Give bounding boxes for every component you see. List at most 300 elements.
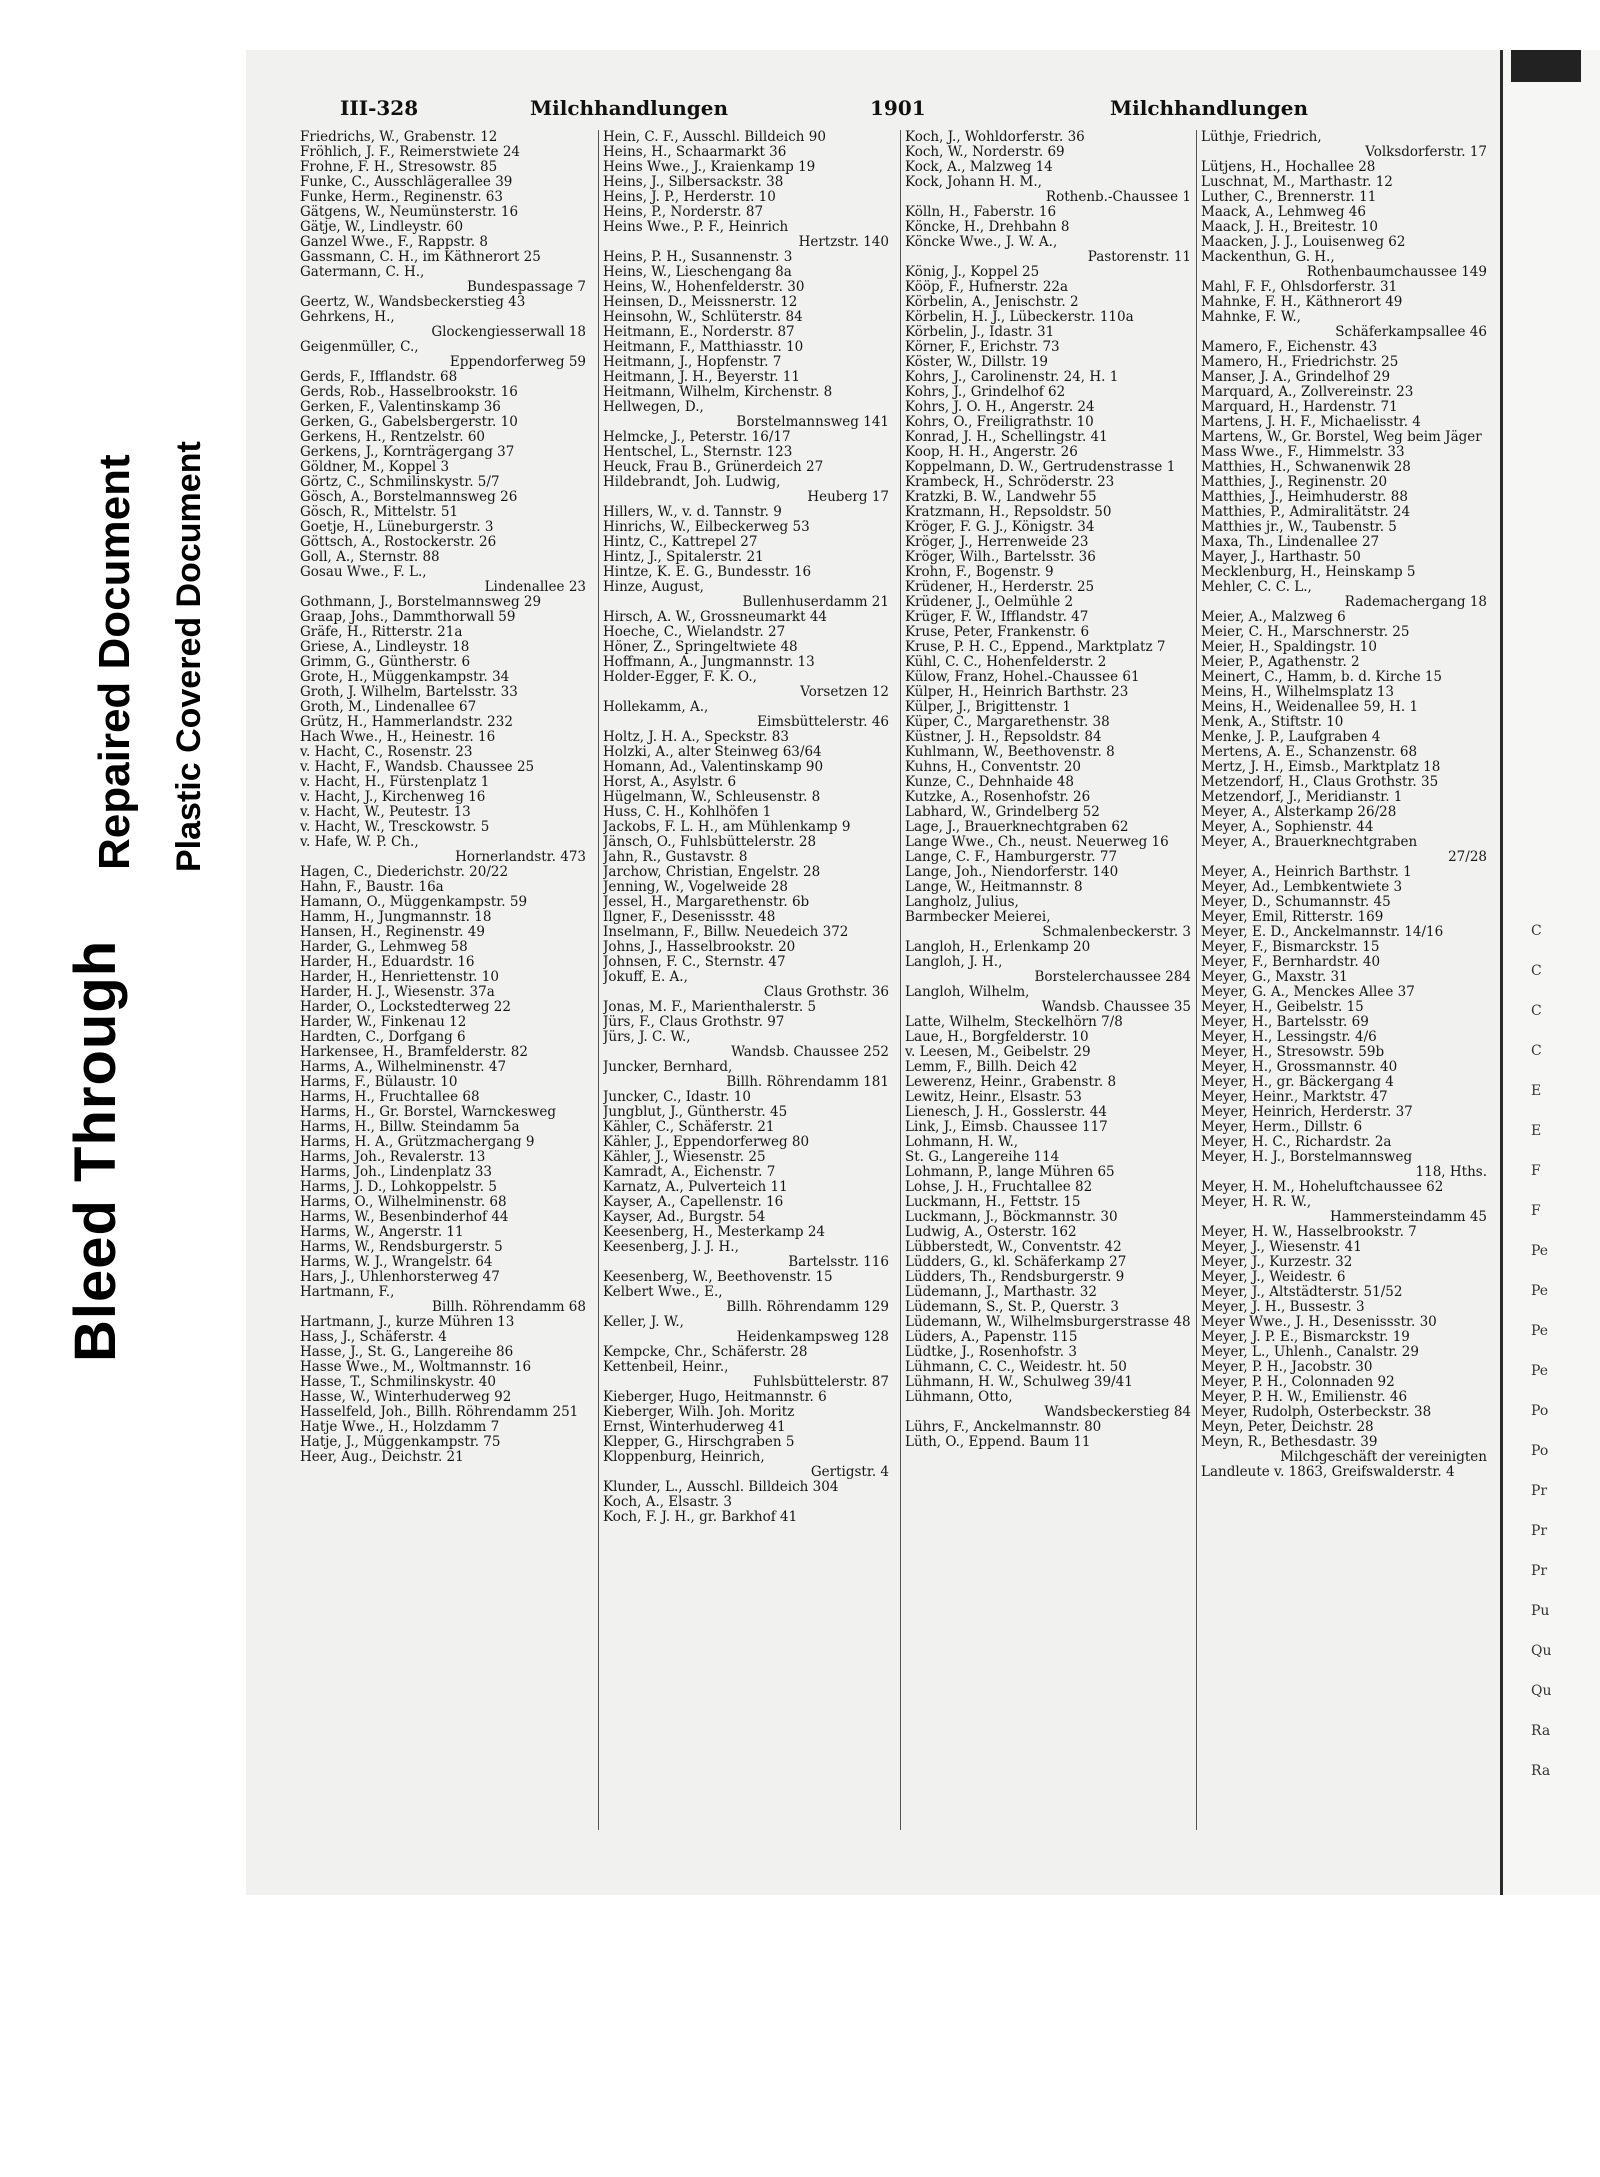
directory-entry: Höner, Z., Springeltwiete 48 [603,640,798,655]
directory-entry: Hasse, T., Schmilinskystr. 40 [300,1375,496,1390]
directory-entry: Billh. Röhrendamm 68 [431,1300,586,1315]
directory-entry: Lage, J., Brauerknechtgraben 62 [905,820,1129,835]
directory-entry: Mecklenburg, H., Heinskamp 5 [1201,565,1416,580]
directory-column-2 [598,130,893,1830]
directory-entry: Heins, W., Hohenfelderstr. 30 [603,280,805,295]
directory-entry: Holzki, A., alter Steinweg 63/64 [603,745,822,760]
directory-entry: Meyer, F., Bernhardstr. 40 [1201,955,1381,970]
directory-entry: Lühmann, Otto, [905,1390,1013,1405]
directory-entry: Marquard, H., Hardenstr. 71 [1201,400,1398,415]
directory-entry: Langloh, J. H., [905,955,1003,970]
directory-entry: Klunder, L., Ausschl. Billdeich 304 [603,1480,839,1495]
directory-entry: Meyer, Emil, Ritterstr. 169 [1201,910,1384,925]
directory-entry: Lüders, A., Papenstr. 115 [905,1330,1078,1345]
directory-entry: Maacken, J. J., Louisenweg 62 [1201,235,1406,250]
side-labels [0,0,240,2177]
directory-entry: Johnsen, F. C., Sternstr. 47 [603,955,786,970]
adjacent-page-fragment: Po [1531,1403,1549,1419]
directory-entry: Harms, W., Besenbinderhof 44 [300,1210,509,1225]
directory-entry: Hasse, J., St. G., Langereihe 86 [300,1345,514,1360]
adjacent-page-fragment: C [1531,1003,1542,1019]
directory-entry: Lewerenz, Heinr., Grabenstr. 8 [905,1075,1117,1090]
directory-entry: Meyer Wwe., J. H., Desenissstr. 30 [1201,1315,1437,1330]
directory-entry: Lühmann, H. W., Schulweg 39/41 [905,1375,1133,1390]
directory-entry: Kuhns, H., Conventstr. 20 [905,760,1082,775]
directory-entry: Harms, J. D., Lohkoppelstr. 5 [300,1180,497,1195]
directory-entry: Metzendorf, H., Claus Grothstr. 35 [1201,775,1439,790]
directory-entry: Geigenmüller, C., [300,340,419,355]
directory-entry: Mamero, H., Friedrichstr. 25 [1201,355,1399,370]
directory-entry: Meyer, H. M., Hoheluftchaussee 62 [1201,1180,1444,1195]
directory-entry: Menke, J. P., Laufgraben 4 [1201,730,1381,745]
directory-entry: Mahnke, F. W., [1201,310,1301,325]
directory-entry: Jenning, W., Vogelweide 28 [603,880,788,895]
directory-entry: Meyer, H. W., Hasselbrookstr. 7 [1201,1225,1417,1240]
directory-entry: Hansen, H., Reginenstr. 49 [300,925,485,940]
directory-entry: Ernst, Winterhuderweg 41 [603,1420,786,1435]
header-year: 1901 [870,96,926,120]
directory-entry: Barmbecker Meierei, [905,910,1051,925]
directory-entry: Marquard, A., Zollvereinstr. 23 [1201,385,1414,400]
directory-entry: v. Leesen, M., Geibelstr. 29 [905,1045,1091,1060]
directory-entry: Hinrichs, W., Eilbeckerweg 53 [603,520,810,535]
adjacent-page-fragment: Pe [1531,1363,1549,1379]
directory-entry: Gehrkens, H., [300,310,395,325]
directory-entry: Kayser, A., Capellenstr. 16 [603,1195,784,1210]
directory-entry: Homann, Ad., Valentinskamp 90 [603,760,824,775]
directory-entry: Harms, W., Rendsburgerstr. 5 [300,1240,503,1255]
directory-entry: Matthies, J., Reginenstr. 20 [1201,475,1388,490]
directory-entry: Meinert, C., Hamm, b. d. Kirche 15 [1201,670,1443,685]
directory-entry: Meyer, P. H., Jacobstr. 30 [1201,1360,1373,1375]
directory-entry: Jonas, M. F., Marienthalerstr. 5 [603,1000,817,1015]
directory-entry: Kelbert Wwe., E., [603,1285,723,1300]
directory-entry: Konrad, J. H., Schellingstr. 41 [905,430,1108,445]
adjacent-page-fragment: Pe [1531,1283,1549,1299]
directory-entry: Helmcke, J., Peterstr. 16/17 [603,430,791,445]
directory-entry: Meyer, Heinr., Marktstr. 47 [1201,1090,1388,1105]
directory-entry: Kock, A., Malzweg 14 [905,160,1053,175]
directory-entry: Gerkens, H., Rentzelstr. 60 [300,430,486,445]
directory-entry: Frohne, F. H., Stresowstr. 85 [300,160,498,175]
directory-entry: Gatermann, C. H., [300,265,425,280]
adjacent-page-fragment: Po [1531,1443,1549,1459]
directory-entry: Kröger, J., Herrenweide 23 [905,535,1089,550]
directory-entry: Koch, J., Wohldorferstr. 36 [905,130,1085,145]
directory-entry: Lohse, J. H., Fruchtallee 82 [905,1180,1093,1195]
directory-entry: Krüger, F. W., Ifflandstr. 47 [905,610,1089,625]
directory-entry: Inselmann, F., Billw. Neuedeich 372 [603,925,849,940]
directory-entry: Meyer, P. H., Colonnaden 92 [1201,1375,1395,1390]
directory-entry: Jürs, F., Claus Grothstr. 97 [603,1015,785,1030]
directory-entry: Hamm, H., Jungmannstr. 18 [300,910,492,925]
directory-entry: Kratzmann, H., Repsoldstr. 50 [905,505,1112,520]
directory-entry: Rademachergang 18 [1344,595,1487,610]
directory-entry: Krohn, F., Bogenstr. 9 [905,565,1054,580]
directory-entry: Lüth, O., Eppend. Baum 11 [905,1435,1091,1450]
directory-entry: Hartmann, F., [300,1285,395,1300]
directory-entry: Wandsb. Chaussee 35 [1041,1000,1191,1015]
directory-entry: Harms, Joh., Revalerstr. 13 [300,1150,486,1165]
directory-entry: Lübberstedt, W., Conventstr. 42 [905,1240,1122,1255]
directory-entry: Körbelin, H. J., Lübeckerstr. 110a [905,310,1134,325]
directory-entry: Hasselfeld, Joh., Billh. Röhrendamm 251 [300,1405,579,1420]
directory-entry: Mackenthun, G. H., [1201,250,1335,265]
adjacent-page-fragment: Pu [1531,1603,1550,1619]
directory-entry: Hatje, J., Müggenkampstr. 75 [300,1435,501,1450]
directory-entry: Harms, F., Bülaustr. 10 [300,1075,458,1090]
directory-entry: Hahn, F., Baustr. 16a [300,880,444,895]
directory-entry: Harms, H., Fruchtallee 68 [300,1090,480,1105]
page-tab-marker [1511,50,1581,82]
directory-entry: Meyer, H., Grossmannstr. 40 [1201,1060,1398,1075]
directory-entry: Langholz, Julius, [905,895,1019,910]
directory-entry: Kayser, Ad., Burgstr. 54 [603,1210,766,1225]
directory-entry: Meyer, A., Brauerknechtgraben [1201,835,1418,850]
directory-entry: Lange, C. F., Hamburgerstr. 77 [905,850,1118,865]
directory-entry: Harder, G., Lehmweg 58 [300,940,468,955]
adjacent-page-fragment: Ra [1531,1723,1551,1739]
directory-entry: Lührs, F., Anckelmannstr. 80 [905,1420,1102,1435]
directory-entry: 27/28 [1448,850,1487,865]
directory-entry: Meyer, G. A., Menckes Allee 37 [1201,985,1415,1000]
directory-entry: v. Hafe, W. P. Ch., [300,835,419,850]
directory-entry: Gräfe, H., Ritterstr. 21a [300,625,463,640]
directory-entry: Kuhlmann, W., Beethovenstr. 8 [905,745,1115,760]
directory-entry: Hentschel, L., Sternstr. 123 [603,445,793,460]
directory-entry: Heins, P., Norderstr. 87 [603,205,764,220]
directory-column-4 [1196,130,1491,1830]
directory-entry: Harms, H., Billw. Steindamm 5a [300,1120,520,1135]
directory-entry: Huss, C. H., Kohlhöfen 1 [603,805,772,820]
directory-entry: Kohrs, O., Freiligrathstr. 10 [905,415,1094,430]
directory-entry: Lewitz, Heinr., Elsastr. 53 [905,1090,1082,1105]
directory-entry: Hardten, C., Dorfgang 6 [300,1030,466,1045]
adjacent-page-fragment: E [1531,1123,1542,1139]
directory-entry: Maack, J. H., Breitestr. 10 [1201,220,1379,235]
directory-entry: Harms, W., Angerstr. 11 [300,1225,464,1240]
directory-entry: Billh. Röhrendamm 129 [726,1300,889,1315]
directory-entry: Meyer, J. H., Bussestr. 3 [1201,1300,1365,1315]
directory-entry: Manser, J. A., Grindelhof 29 [1201,370,1391,385]
directory-entry: Meyer, P. H. W., Emilienstr. 46 [1201,1390,1408,1405]
directory-entry: Jarchow, Christian, Engelstr. 28 [603,865,821,880]
directory-entry: Claus Grothstr. 36 [763,985,889,1000]
directory-entry: Kröger, F. G. J., Königstr. 34 [905,520,1095,535]
directory-entry: Meyer, A., Heinrich Barthstr. 1 [1201,865,1412,880]
directory-entry: Laue, H., Borgfelderstr. 10 [905,1030,1089,1045]
directory-entry: Küper, C., Margarethenstr. 38 [905,715,1110,730]
directory-entry: Gätgens, W., Neumünsterstr. 16 [300,205,519,220]
directory-entry: v. Hacht, J., Kirchenweg 16 [300,790,486,805]
directory-entry: Horst, A., Asylstr. 6 [603,775,737,790]
directory-entry: Fröhlich, J. F., Reimerstwiete 24 [300,145,521,160]
directory-entry: Hamann, O., Müggenkampstr. 59 [300,895,528,910]
directory-entry: Funke, C., Ausschlägerallee 39 [300,175,513,190]
directory-entry: Hellwegen, D., [603,400,704,415]
directory-entry: Kähler, C., Schäferstr. 21 [603,1120,775,1135]
adjacent-page-fragment: C [1531,963,1542,979]
directory-entry: Kratzki, B. W., Landwehr 55 [905,490,1097,505]
directory-entry: Vorsetzen 12 [800,685,889,700]
directory-entry: Heer, Aug., Deichstr. 21 [300,1450,464,1465]
directory-entry: Harder, W., Finkenau 12 [300,1015,467,1030]
directory-entry: Kunze, C., Dehnhaide 48 [905,775,1074,790]
directory-entry: Juncker, C., Idastr. 10 [603,1090,751,1105]
directory-entry: Meyer, H. J., Borstelmannsweg [1201,1150,1413,1165]
directory-entry: St. G., Langereihe 114 [905,1150,1060,1165]
directory-entry: Kettenbeil, Heinr., [603,1360,729,1375]
page-number: III-328 [340,96,419,120]
directory-entry: Külper, J., Brigittenstr. 1 [905,700,1071,715]
directory-entry: Billh. Röhrendamm 181 [726,1075,889,1090]
directory-entry: Koch, A., Elsastr. 3 [603,1495,732,1510]
directory-entry: Hillers, W., v. d. Tannstr. 9 [603,505,782,520]
directory-entry: Köncke Wwe., J. W. A., [905,235,1058,250]
directory-entry: Hintz, J., Spitalerstr. 21 [603,550,764,565]
directory-entry: Koch, W., Norderstr. 69 [905,145,1065,160]
directory-entry: Maxa, Th., Lindenallee 27 [1201,535,1380,550]
directory-entry: Wandsb. Chaussee 252 [731,1045,889,1060]
directory-entry: Lütjens, H., Hochallee 28 [1201,160,1376,175]
directory-entry: Hoffmann, A., Jungmannstr. 13 [603,655,815,670]
directory-entry: Jänsch, O., Fuhlsbüttelerstr. 28 [603,835,817,850]
directory-entry: v. Hacht, F., Wandsb. Chaussee 25 [300,760,535,775]
directory-entry: Grütz, H., Hammerlandstr. 232 [300,715,513,730]
directory-entry: Heins, J. P., Herderstr. 10 [603,190,776,205]
directory-entry: Grimm, G., Güntherstr. 6 [300,655,471,670]
directory-entry: Meyer, Ad., Lembkentwiete 3 [1201,880,1403,895]
adjacent-page-fragment: C [1531,1043,1542,1059]
directory-entry: Luckmann, J., Böckmannstr. 30 [905,1210,1118,1225]
directory-entry: Lüdemann, S., St. P., Querstr. 3 [905,1300,1119,1315]
adjacent-page-fragment: Pe [1531,1243,1549,1259]
directory-entry: Meyer, H., Stresowstr. 59b [1201,1045,1385,1060]
directory-entry: Gösch, A., Borstelmannsweg 26 [300,490,518,505]
directory-entry: Hinze, August, [603,580,704,595]
directory-entry: Koppelmann, D. W., Gertrudenstrasse 1 [905,460,1176,475]
directory-entry: Göldner, M., Koppel 3 [300,460,450,475]
directory-entry: Mayer, J., Harthastr. 50 [1201,550,1361,565]
directory-entry: Matthies, H., Schwanenwik 28 [1201,460,1411,475]
directory-entry: Heins, W., Lieschengang 8a [603,265,792,280]
directory-entry: Kruse, P. H. C., Eppend., Marktplatz 7 [905,640,1166,655]
adjacent-page-fragment: Pr [1531,1483,1548,1499]
directory-entry: Lienesch, J. H., Gosslerstr. 44 [905,1105,1107,1120]
directory-entry: Hirsch, A. W., Grossneumarkt 44 [603,610,828,625]
directory-entry: Jackobs, F. L. H., am Mühlenkamp 9 [603,820,851,835]
directory-entry: Heins, J., Silbersackstr. 38 [603,175,784,190]
directory-entry: Meier, H., Spaldingstr. 10 [1201,640,1377,655]
directory-entry: Kühl, C. C., Hohenfelderstr. 2 [905,655,1107,670]
directory-entry: Harms, Joh., Lindenplatz 33 [300,1165,493,1180]
directory-entry: Matthies, P., Admiralitätstr. 24 [1201,505,1411,520]
directory-entry: Ganzel Wwe., F., Rappstr. 8 [300,235,488,250]
directory-entry: Meyer, J. P. E., Bismarckstr. 19 [1201,1330,1410,1345]
directory-entry: Kohrs, J., Carolinenstr. 24, H. 1 [905,370,1119,385]
adjacent-page-fragment: F [1531,1203,1541,1219]
directory-entry: Johns, J., Hasselbrookstr. 20 [603,940,796,955]
directory-entry: Latte, Wilhelm, Steckelhörn 7/8 [905,1015,1123,1030]
directory-entry: Keller, J. W., [603,1315,684,1330]
directory-entry: Köncke, H., Drehbahn 8 [905,220,1070,235]
directory-entry: Hoeche, C., Wielandstr. 27 [603,625,786,640]
directory-entry: Rothenbaumchaussee 149 [1306,265,1487,280]
directory-entry: Lange, W., Heitmannstr. 8 [905,880,1083,895]
directory-entry: Meier, A., Malzweg 6 [1201,610,1346,625]
directory-entry: Harms, W. J., Wrangelstr. 64 [300,1255,493,1270]
directory-entry: Pastorenstr. 11 [1087,250,1191,265]
directory-entry: Lange, Joh., Niendorferstr. 140 [905,865,1119,880]
directory-entry: Lohmann, H. W., [905,1135,1019,1150]
directory-entry: Krüdener, H., Herderstr. 25 [905,580,1095,595]
directory-entry: Hasse, W., Winterhuderweg 92 [300,1390,512,1405]
directory-entry: Borstelerchaussee 284 [1034,970,1191,985]
directory-entry: Goll, A., Sternstr. 88 [300,550,440,565]
directory-entry: Lüthje, Friedrich, [1201,130,1322,145]
directory-entry: Harder, O., Lockstedterweg 22 [300,1000,511,1015]
directory-entry: Meyer, G., Maxstr. 31 [1201,970,1348,985]
directory-entry: Heins, H., Schaarmarkt 36 [603,145,787,160]
directory-entry: Harkensee, H., Bramfelderstr. 82 [300,1045,528,1060]
directory-entry: Heinsohn, W., Schlüterstr. 84 [603,310,803,325]
directory-entry: Eimsbüttelerstr. 46 [757,715,889,730]
directory-entry: Langloh, Wilhelm, [905,985,1030,1000]
directory-entry: Mertens, A. E., Schanzenstr. 68 [1201,745,1418,760]
directory-entry: Martens, W., Gr. Borstel, Weg beim Jäger [1201,430,1482,445]
directory-entry: Göttsch, A., Rostockerstr. 26 [300,535,497,550]
directory-entry: Meier, C. H., Marschnerstr. 25 [1201,625,1410,640]
directory-entry: Harms, H. A., Grützmachergang 9 [300,1135,535,1150]
directory-entry: Hasse Wwe., M., Woltmannstr. 16 [300,1360,532,1375]
directory-entry: Heitmann, E., Norderstr. 87 [603,325,795,340]
directory-entry: Borstelmannsweg 141 [736,415,889,430]
directory-entry: Bartelsstr. 116 [788,1255,889,1270]
directory-entry: Gösch, R., Mittelstr. 51 [300,505,459,520]
directory-entry: Meyer, H., Bartelsstr. 69 [1201,1015,1369,1030]
directory-entry: Eppendorferweg 59 [449,355,586,370]
directory-entry: Kutzke, A., Rosenhofstr. 26 [905,790,1091,805]
directory-entry: v. Hacht, W., Tresckowstr. 5 [300,820,490,835]
directory-entry: Klepper, G., Hirschgraben 5 [603,1435,795,1450]
adjacent-page-fragment: E [1531,1083,1542,1099]
adjacent-page-fragment: Pr [1531,1523,1548,1539]
directory-entry: Külper, H., Heinrich Barthstr. 23 [905,685,1129,700]
directory-entry: Kähler, J., Wiesenstr. 25 [603,1150,766,1165]
directory-entry: Mehler, C. C. L., [1201,580,1312,595]
directory-entry: Kähler, J., Eppendorferweg 80 [603,1135,810,1150]
directory-entry: Harder, H., Eduardstr. 16 [300,955,475,970]
directory-entry: Hintz, C., Kattrepel 27 [603,535,758,550]
directory-entry: Gerken, F., Valentinskamp 36 [300,400,501,415]
directory-entry: Bundespassage 7 [467,280,586,295]
adjacent-page-fragment: Qu [1531,1643,1552,1659]
directory-entry: Meyer, J., Altstädterstr. 51/52 [1201,1285,1403,1300]
directory-entry: Matthies, J., Heimhuderstr. 88 [1201,490,1408,505]
directory-entry: Menk, A., Stiftstr. 10 [1201,715,1344,730]
directory-entry: Luschnat, M., Marthastr. 12 [1201,175,1393,190]
directory-entry: Geertz, W., Wandsbeckerstieg 43 [300,295,526,310]
directory-entry: Körbelin, J., Idastr. 31 [905,325,1055,340]
directory-entry: Link, J., Eimsb. Chaussee 117 [905,1120,1108,1135]
directory-entry: Holder-Egger, F. K. O., [603,670,757,685]
directory-entry: Görtz, C., Schmilinskystr. 5/7 [300,475,500,490]
directory-entry: Grote, H., Müggenkampstr. 34 [300,670,510,685]
directory-entry: Wandsbeckerstieg 84 [1044,1405,1191,1420]
directory-entry: Küstner, J. H., Repsoldstr. 84 [905,730,1102,745]
directory-entry: Meier, P., Agathenstr. 2 [1201,655,1360,670]
directory-entry: Lüdders, G., kl. Schäferkamp 27 [905,1255,1127,1270]
directory-entry: Heins Wwe., P. F., Heinrich [603,220,789,235]
directory-entry: Griese, A., Lindleystr. 18 [300,640,470,655]
directory-entry: Graap, Johs., Dammthorwall 59 [300,610,516,625]
directory-entry: Meyn, R., Bethesdastr. 39 [1201,1435,1378,1450]
directory-entry: Meyer, H., gr. Bäckergang 4 [1201,1075,1394,1090]
directory-entry: 118, Hths. [1415,1165,1487,1180]
directory-entry: Meyer, E. D., Anckelmannstr. 14/16 [1201,925,1444,940]
directory-entry: Jessel, H., Margarethenstr. 6b [603,895,810,910]
adjacent-page-fragment: Ra [1531,1763,1551,1779]
directory-entry: Gätje, W., Lindleystr. 60 [300,220,464,235]
directory-entry: Mass Wwe., F., Himmelstr. 33 [1201,445,1405,460]
directory-entry: Heitmann, F., Matthiasstr. 10 [603,340,804,355]
directory-entry: Heidenkampsweg 128 [736,1330,889,1345]
directory-entry: Hollekamm, A., [603,700,709,715]
directory-entry: Kieberger, Hugo, Heitmannstr. 6 [603,1390,827,1405]
directory-entry: Kruse, Peter, Frankenstr. 6 [905,625,1090,640]
directory-entry: Keesenberg, H., Mesterkamp 24 [603,1225,826,1240]
directory-entry: Hartmann, J., kurze Mühren 13 [300,1315,515,1330]
directory-entry: Jürs, J. C. W., [603,1030,691,1045]
directory-entry: Lindenallee 23 [484,580,586,595]
directory-entry: Meins, H., Weidenallee 59, H. 1 [1201,700,1419,715]
directory-entry: Koch, F. J. H., gr. Barkhof 41 [603,1510,798,1525]
directory-entry: Meyn, Peter, Deichstr. 28 [1201,1420,1374,1435]
directory-entry: König, J., Koppel 25 [905,265,1040,280]
directory-entry: Kohrs, J., Grindelhof 62 [905,385,1066,400]
adjacent-page-fragment: Pr [1531,1563,1548,1579]
directory-entry: Hach Wwe., H., Heinestr. 16 [300,730,496,745]
directory-entry: Groth, J. Wilhelm, Bartelsstr. 33 [300,685,518,700]
directory-entry: Gassmann, C. H., im Käthnerort 25 [300,250,541,265]
directory-entry: Heuberg 17 [807,490,889,505]
directory-entry: Meyer, J., Weidestr. 6 [1201,1270,1346,1285]
directory-entry: Metzendorf, J., Meridianstr. 1 [1201,790,1403,805]
directory-entry: Gerds, Rob., Hasselbrookstr. 16 [300,385,518,400]
adjacent-page-fragment: Pe [1531,1323,1549,1339]
directory-entry: Gerkens, J., Kornträgergang 37 [300,445,515,460]
directory-entry: Labhard, W., Grindelberg 52 [905,805,1100,820]
directory-entry: Harms, O., Wilhelminenstr. 68 [300,1195,507,1210]
directory-entry: Hornerlandstr. 473 [455,850,586,865]
directory-entry: Krambeck, H., Schröderstr. 23 [905,475,1115,490]
directory-entry: Meyer, Rudolph, Osterbeckstr. 38 [1201,1405,1432,1420]
directory-entry: Mahl, F. F., Ohlsdorferstr. 31 [1201,280,1398,295]
directory-entry: Körner, F., Erichstr. 73 [905,340,1060,355]
directory-entry: Hügelmann, W., Schleusenstr. 8 [603,790,821,805]
directory-entry: Schäferkampsallee 46 [1335,325,1487,340]
directory-entry: Heitmann, J. H., Beyerstr. 11 [603,370,800,385]
directory-entry: Groth, M., Lindenallee 67 [300,700,477,715]
adjacent-page-fragment: Qu [1531,1683,1552,1699]
directory-entry: Mahnke, F. H., Käthnerort 49 [1201,295,1403,310]
directory-entry: Keesenberg, J. J. H., [603,1240,739,1255]
directory-entry: Lohmann, P., lange Mühren 65 [905,1165,1115,1180]
directory-entry: Goetje, H., Lüneburgerstr. 3 [300,520,494,535]
directory-entry: Meyer, H. R. W., [1201,1195,1312,1210]
directory-columns [300,130,1490,1830]
directory-entry: Meyer, J., Wiesenstr. 41 [1201,1240,1362,1255]
